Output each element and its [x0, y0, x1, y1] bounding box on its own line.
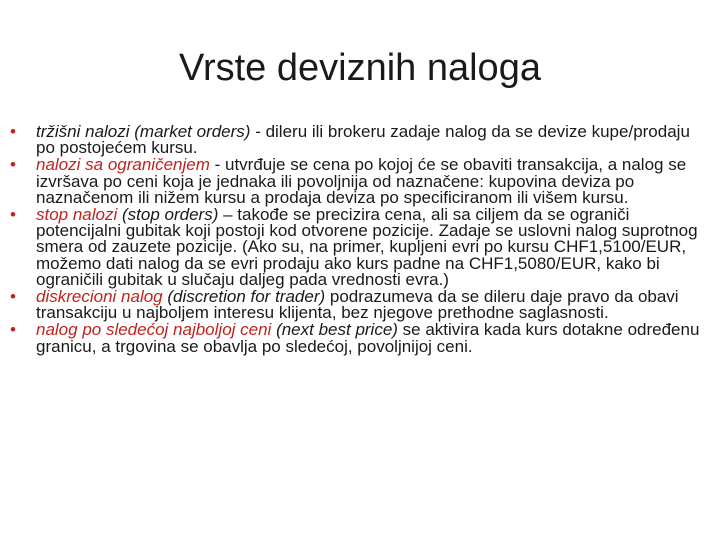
bullet-text: podrazumeva da se dileru daje pravo da obavi transakciju u najboljem interesu klijenta, bez njegove prethodne saglasnosti. — [36, 287, 679, 323]
bullet-dot-icon: • — [10, 320, 16, 340]
bullet-text: - dileru ili brokeru zadaje nalog da se devize kupe/prodaju po postojećem kursu. — [36, 122, 690, 158]
bullet-item-next-best-price — [10, 322, 710, 354]
bullet-term: tržišni nalozi — [36, 122, 130, 141]
bullet-term-english: (discretion for trader) — [162, 287, 326, 307]
bullet-term-english: (stop orders) — [117, 205, 219, 225]
bullet-term-english: (next best price) — [271, 320, 398, 340]
bullet-text: - utvrđuje se cena po kojoj će se obaviti transakcija, a nalog se izvršava po ceni koja je jednaka ili povoljnija od naznačene: kupovina deviza po naznačenom ili nižem kursu a prodaja deviza po specificiranom ili višem kursu. — [36, 155, 687, 207]
bullet-text: se aktivira kada kurs dotakne određenu granicu, a trgovina se obavlja po sledećoj, povoljnijoj ceni. — [36, 320, 700, 356]
bullet-dot-icon: • — [10, 122, 16, 141]
bullet-dot-icon: • — [10, 287, 16, 307]
bullet-dot-icon: • — [10, 155, 16, 175]
bullet-item-market-orders — [10, 124, 710, 156]
bullet-item-stop-orders — [10, 207, 710, 288]
bullet-term-english: (market orders) — [129, 122, 251, 141]
slide-title: Vrste deviznih naloga — [179, 47, 541, 89]
bullet-term: diskrecioni nalog — [36, 287, 163, 307]
bullet-text: – takođe se precizira cena, ali sa ciljem da se ograniči potencijalni gubitak koji postoji kod otvorene pozicije. Zadaje se uslovni nalog suprotnog smera od zauzete pozicije. (Ako su, na primer, kupljeni evri po kursu CHF1,5100/EUR, možemo dati nalog da se evri prodaju ako kurs padne na CHF1,5080/EUR, kako bi ograničili gubitak u slučaju daljeg pada vrednosti evra.) — [36, 205, 698, 289]
bullet-list — [10, 124, 710, 356]
bullet-item-discretion-order — [10, 289, 710, 321]
bullet-dot-icon: • — [10, 205, 16, 225]
bullet-term: nalozi sa ograničenjem — [36, 155, 210, 175]
bullet-term: stop nalozi — [36, 205, 118, 225]
bullet-term: nalog po sledećoj najboljoj ceni — [36, 320, 272, 340]
bullet-item-limit-orders — [10, 157, 710, 206]
